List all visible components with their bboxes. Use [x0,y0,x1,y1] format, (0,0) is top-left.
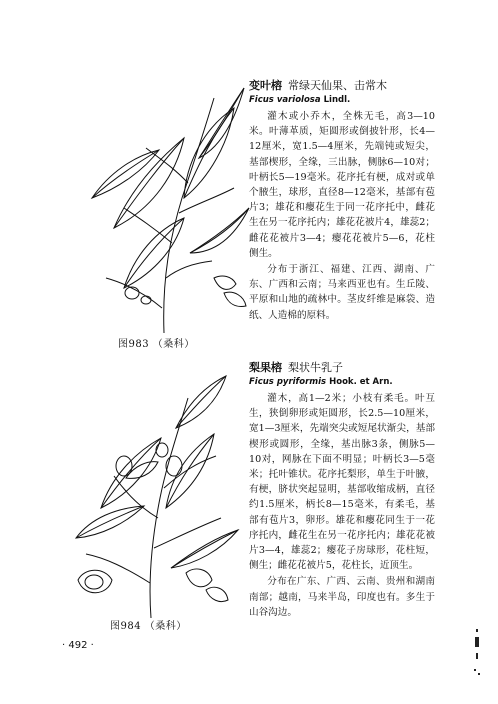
latin-author: Lindl. [323,95,351,105]
species-distribution: 分布于浙江、福建、江西、湖南、广东、广西和云南；马来西亚也有。生丘陵、平原和山地的疏林中。茎皮纤维是麻袋、造纸、人造棉的原料。 [249,264,435,321]
entry-title [249,78,435,93]
figure-984-caption: 图984 （桑科） [110,621,187,632]
entry-title [249,360,435,375]
species-aliases: 梨状牛乳子 [288,361,343,374]
page-number: · 492 · [62,640,94,651]
species-aliases: 常绿天仙果、击常木 [288,79,387,92]
latin-binomial: Ficus pyriformis [249,377,327,387]
latin-binomial: Ficus variolosa [249,95,321,105]
entry-ficus-pyriformis [249,360,435,620]
species-chinese-name: 变叶榕 [249,79,282,92]
page-edge-mark [470,625,484,685]
entry-ficus-variolosa [249,78,435,323]
figure-983-caption: 图983 （桑科） [118,339,195,350]
species-distribution: 分布在广东、广西、云南、贵州和湖南南部；越南，马来半岛，印度也有。多生于山谷沟边。 [249,576,435,618]
figure-983-illustration [84,78,254,336]
species-description: 灌木或小乔木，全株无毛，高3—10米。叶薄革质，矩圆形或倒披针形，长4—12厘米，宽1.5—4厘米，先端钝或短尖，基部楔形，全缘，三出脉，侧脉6—10对；叶柄长5—19毫米。花序托有梗，成对或单个腋生，球形，直径8—12毫米，基部有苞片3；雄花和瘿花生于同一花序托中，雌花生在另一花序托内；雄花花被片4，雄蕊2；雌花花被片3—4；瘿花花被片5—6，花柱侧生。 [249,111,435,259]
latin-name [249,93,435,107]
latin-name [249,375,435,389]
species-description: 灌木，高1—2米；小枝有柔毛。叶互生，狭倒卵形或矩圆形，长2.5—10厘米，宽1—3厘米，先端突尖或短尾状渐尖，基部楔形或圆形，全缘，基出脉3条，侧脉5—10对，网脉在下面不明显；叶柄长3—5毫米；托叶锥状。花序托梨形，单生于叶腋，有梗，脐状突起显明，基部收缩成柄，直径约1.5厘米，柄长8—15毫米，有柔毛，基部有苞片3，卵形。雄花和瘿花同生于一花序托内，雌花生在另一花序托内；雄花花被片3—4，雄蕊2；瘿花子房球形，花柱短，侧生；雌花花被片5，花柱长，近顶生。 [249,393,435,572]
species-chinese-name: 梨果榕 [249,361,282,374]
latin-author: Hook. et Arn. [329,377,393,387]
figure-984-illustration [56,368,246,620]
